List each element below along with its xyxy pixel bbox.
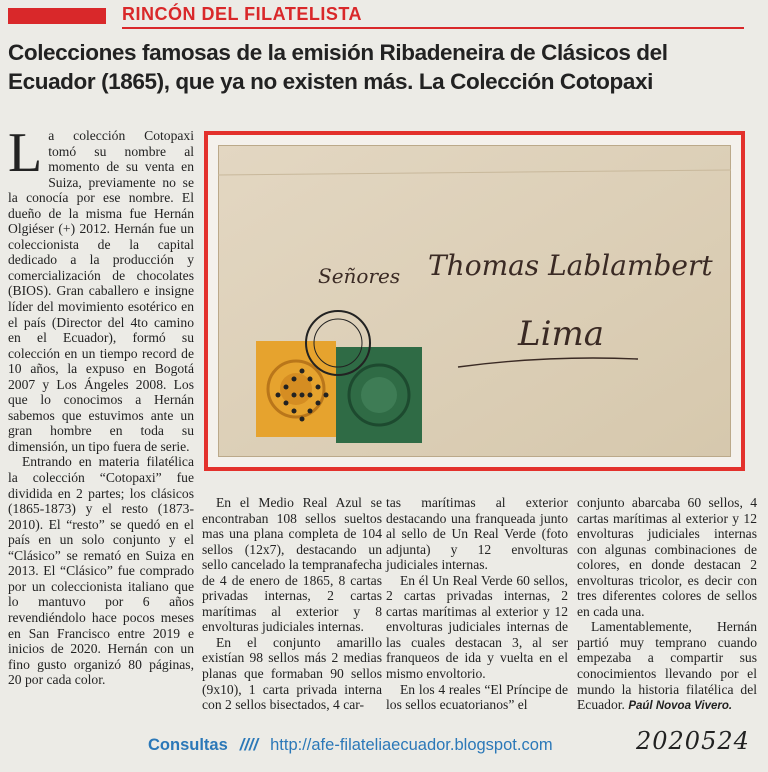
section-divider (122, 27, 744, 29)
author-signature: Paúl Novoa Vivero. (628, 700, 733, 713)
article-headline: Colecciones famosas de la emisión Ribadeneira de Clásicos del Ecuador (1865), que ya no existen más. La Colección Cotopaxi (8, 40, 668, 94)
article-paragraph: En los 4 reales “El Príncipe de los sellos ecuatorianos” el (386, 681, 568, 713)
footer-separator: //// (239, 736, 259, 754)
article-paragraph: En él Un Real Verde 60 sellos, 2 cartas privadas internas, 2 cartas marítimas al exterior y 12 envolturas judiciales internas de las cuales destacan 3, al ser franqueos de ida y vuelta en el mismo envoltorio. (386, 572, 568, 682)
article-paragraph: Entrando en materia filatélica la colección “Cotopaxi” fue dividida en 2 partes; los clásicos (1865-1873) y el resto (1873-2010). El “resto” se quedó en el país en un solo conjunto y el “Clásico” se remató en Suiza en 2013. El “Clásico” fue comprado por un coleccionista italiano que lo mantuvo por 6 años revendiéndolo hace pocos meses en San Francisco entre 2019 e inicios de 2020. Hernán con un fino gusto organizó 80 páginas, 20 por cada color. (8, 454, 194, 688)
article-paragraph: La colección Cotopaxi tomó su nombre al momento de su venta en Suiza, previamente no se la conocía por ese nombre. El dueño de la misma fue Hernán Olgiéser (+) 2012. Hernán fue un coleccionista de la capital dedicado a la producción y comercialización de chocolates (BIOS). Gran caballero e insigne líder del movimiento esotérico en el país (Director del 4to camino en el Ecuador), formó su colección en un tiempo record de 10 años, la expuso en Bogotá 2007 y Los Ángeles 2008. Los que lo conocimos a Hernán sabemos que estuvimos ante un gran hombre en toda su dimensión, un tipo fuera de serie. (8, 122, 194, 454)
blog-link[interactable]: http://afe-filateliaecuador.blogspot.com (270, 736, 553, 754)
section-title: RINCÓN DEL FILATELISTA (122, 4, 362, 24)
article-column-2 (202, 495, 382, 713)
green-stamp (336, 347, 422, 443)
article-paragraph: tas marítimas al exterior destacando una franqueada junto al sello de Un Real Verde (foto adjunta) y 12 envolturas judiciales internas. (386, 495, 568, 573)
footer-label: Consultas (148, 736, 228, 754)
article-paragraph: Lamentablemente, Hernán partió muy temprano cuando empezaba a compartir sus conocimientos llevando por el mundo la historia filatélica del Ecuador. Paúl Novoa Vivero. (577, 619, 757, 713)
article-column-3 (386, 495, 568, 713)
postal-cover-image (218, 145, 731, 457)
yellow-stamp (256, 341, 336, 437)
article-column-4 (577, 495, 757, 715)
article-column-1 (8, 122, 194, 688)
article-paragraph: En el Medio Real Azul se encontraban 108 sellos sueltos mas una plana completa de 104 sellos (12x7), destacando un sello cancelado la tempranafecha de 4 de enero de 1865, 8 cartas privadas internas, 2 cartas marítimas al exterior y 8 envolturas judiciales internas. (202, 495, 383, 635)
handwritten-date: 2020524 (636, 727, 750, 755)
addressee-city: Lima (518, 314, 604, 354)
cover-photo-frame (204, 131, 745, 471)
addressee-name: Thomas Lablambert (428, 249, 713, 282)
drop-cap: L (8, 122, 43, 184)
article-paragraph: En el conjunto amarillo existían 98 sellos más 2 medias planas que formaban 90 sellos (9x10), 1 carta privada interna con 2 sellos bisectados, 4 car- (202, 634, 382, 713)
section-color-bar (8, 8, 106, 24)
article-paragraph: conjunto abarcaba 60 sellos, 4 cartas marítimas al exterior y 12 envolturas judiciales internas con algunas combinaciones de colores, en donde destacan 2 envolturas tricolor, es decir con tres diferentes colores de sellos en cada una. (577, 495, 757, 619)
contact-footer (148, 736, 553, 755)
addressee-salutation: Señores (318, 264, 401, 288)
